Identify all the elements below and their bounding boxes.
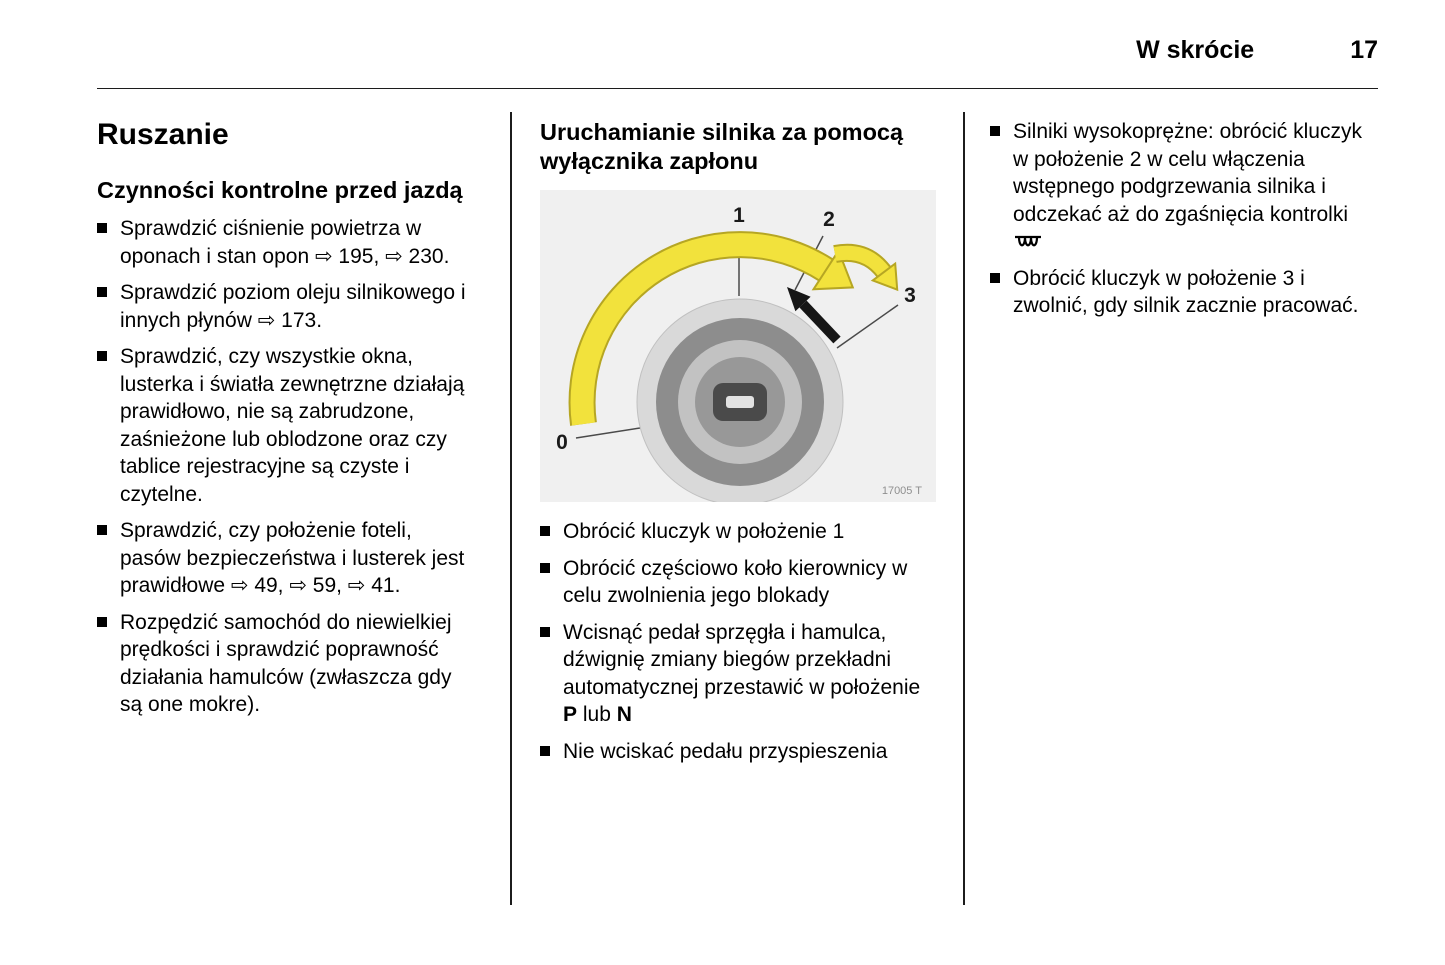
list-item: [97, 343, 473, 508]
list-item-text: Sprawdzić, czy położenie foteli, pasów bezpieczeństwa i lusterek jest prawidłowe ⇨ 49, ⇨ 59, ⇨ 41.: [120, 519, 465, 597]
list-item: [540, 555, 936, 610]
bullet-marker: [990, 273, 1000, 283]
bullet-marker: [540, 627, 550, 637]
ignition-switch-figure: [540, 190, 936, 502]
list-item: [540, 518, 936, 546]
list-item: [97, 215, 473, 270]
column-middle: [540, 118, 936, 774]
list-item-text: Sprawdzić poziom oleju silnikowego i innych płynów ⇨ 173.: [120, 281, 466, 332]
bullet-marker: [97, 525, 107, 535]
list-item-text: Nie wciskać pedału przyspieszenia: [563, 739, 888, 763]
list-item-text: Obrócić częściowo koło kierownicy w celu zwolnienia jego blokady: [563, 556, 908, 607]
position-label-1: 1: [733, 204, 745, 227]
list-item: [97, 517, 473, 600]
bullet-marker: [540, 563, 550, 573]
bullet-marker: [990, 126, 1000, 136]
section-heading: Ruszanie: [97, 118, 229, 151]
list-item: [540, 619, 936, 729]
pre-drive-checklist: [97, 215, 473, 719]
figure-number: 17005 T: [881, 485, 922, 497]
list-item-text: Obrócić kluczyk w położenie 3 i zwolnić, gdy silnik zacznie pracować.: [1013, 266, 1359, 317]
page-number: 17: [1350, 36, 1378, 64]
column-left: [97, 118, 473, 728]
column-right: [990, 118, 1370, 329]
gear-position-p: P: [563, 703, 578, 726]
subsection-heading: Czynności kontrolne przed jazdą: [97, 177, 463, 203]
bullet-marker: [97, 287, 107, 297]
subsection-heading: Uruchamianie silnika za pomocą wyłącznika zapłonu: [540, 119, 904, 174]
bullet-marker: [97, 223, 107, 233]
engine-start-steps: [540, 518, 936, 765]
list-item: [540, 738, 936, 766]
position-label-3: 3: [904, 284, 916, 307]
bullet-marker: [97, 617, 107, 627]
list-item-text: Silniki wysokoprężne: obrócić kluczyk w położenie 2 w celu włączenia wstępnego podgrzewania silnika i odczekać aż do zgaśnięcia kontrolki: [1013, 120, 1362, 253]
position-label-2: 2: [823, 208, 835, 231]
section-title: W skrócie: [1136, 36, 1255, 64]
list-item-text: Obrócić kluczyk w położenie 1: [563, 520, 845, 543]
position-label-0: 0: [556, 431, 568, 454]
list-item: [97, 609, 473, 719]
lock-cylinder: [637, 299, 843, 502]
bullet-marker: [540, 526, 550, 536]
list-item-text: Wcisnąć pedał sprzęgła i hamulca, dźwignię zmiany biegów przekładni automatycznej przestawić w położenie P lub N: [563, 620, 921, 726]
list-item-text: Sprawdzić, czy wszystkie okna, lusterka i światła zewnętrzne działają prawidłowo, nie są zabrudzone, zaśnieżone lub oblodzone oraz czy tablice rejestracyjne są czyste i czytelne.: [120, 345, 465, 506]
list-item-text: Sprawdzić ciśnienie powietrza w oponach i stan opon ⇨ 195, ⇨ 230.: [120, 217, 450, 268]
list-item-text: Rozpędzić samochód do niewielkiej prędkości i sprawdzić poprawność działania hamulców (zwłaszcza gdy są one mokre).: [120, 610, 452, 716]
list-item: [990, 265, 1370, 320]
column-divider-left: [510, 112, 512, 905]
list-item: [990, 118, 1370, 256]
list-item: [97, 279, 473, 334]
glow-plug-indicator-icon: [1013, 233, 1043, 251]
bullet-marker: [97, 351, 107, 361]
page-header: [1136, 36, 1378, 65]
column-divider-right: [963, 112, 965, 905]
ignition-lock-diagram: [540, 190, 936, 502]
header-rule: [97, 88, 1378, 89]
bullet-marker: [540, 746, 550, 756]
engine-start-steps-continued: [990, 118, 1370, 320]
gear-position-n: N: [616, 703, 632, 726]
